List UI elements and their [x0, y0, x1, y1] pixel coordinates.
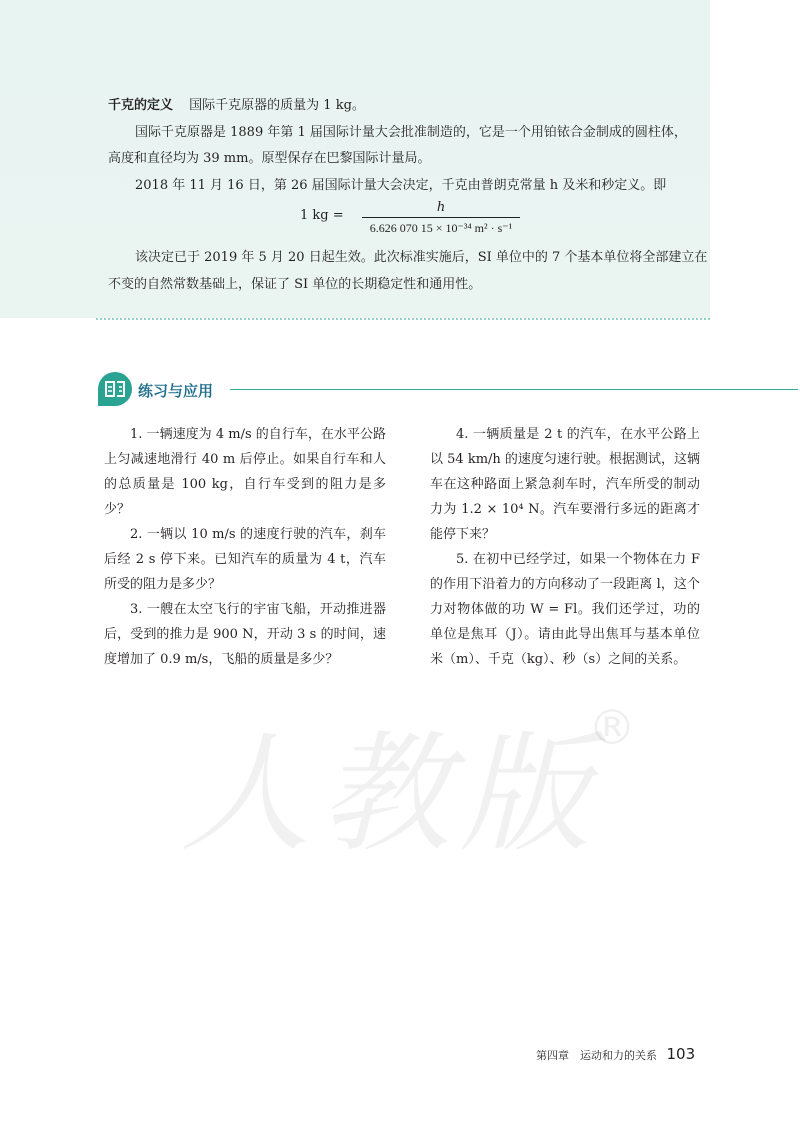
exercise-book-icon — [98, 372, 132, 406]
exercise-item: 2. 一辆以 10 m/s 的速度行驶的汽车，刹车后经 2 s 停下来。已知汽车的质量为 4 t，汽车所受的阻力是多少？ — [104, 527, 386, 592]
definition-para3-line2: 不变的自然常数基础上，保证了 SI 单位的长期稳定性和通用性。 — [108, 277, 482, 292]
exercise-column-left — [104, 422, 386, 672]
exercise-item: 5. 在初中已经学过，如果一个物体在力 F 的作用下沿着力的方向移动了一段距离 l，这个力对物体做的功 W = Fl。我们还学过，功的单位是焦耳（J）。请由此导出焦耳与基本单位米（m）、千克（kg）、秒（s）之间的关系。 — [430, 552, 700, 667]
definition-para2: 2018 年 11 月 16 日，第 26 届国际计量大会决定，千克由普朗克常量 h 及米和秒定义。即 — [135, 178, 667, 193]
exercise-section-header — [98, 372, 798, 408]
formula-fraction — [362, 200, 520, 236]
definition-para1-line1: 国际千克原器是 1889 年第 1 届国际计量大会批准制造的，它是一个用铂铱合金制成的圆柱体， — [135, 125, 687, 140]
publisher-watermark: 人教版 — [180, 718, 601, 870]
definition-box-rule — [96, 318, 710, 320]
exercise-item: 4. 一辆质量是 2 t 的汽车，在水平公路上以 54 km/h 的速度匀速行驶。根据测试，这辆车在这种路面上紧急刹车时，汽车所受的制动力为 1.2 × 10⁴ N。汽车要滑行多远的距离才能停下来？ — [430, 427, 700, 542]
registered-mark: ® — [588, 700, 636, 756]
section-rule — [230, 389, 798, 390]
exercise-column-right — [430, 422, 700, 672]
exercise-item: 1. 一辆速度为 4 m/s 的自行车，在水平公路上匀减速地滑行 40 m 后停止。如果自行车和人的总质量是 100 kg，自行车受到的阻力是多少？ — [104, 427, 386, 517]
definition-para1-line2: 高度和直径均为 39 mm。原型保存在巴黎国际计量局。 — [108, 151, 431, 166]
page-footer — [536, 1045, 695, 1063]
formula-numerator: h — [436, 200, 446, 215]
exercise-item: 3. 一艘在太空飞行的宇宙飞船，开动推进器后，受到的推力是 900 N，开动 3 s 的时间，速度增加了 0.9 m/s，飞船的质量是多少？ — [104, 602, 386, 667]
fraction-bar — [362, 217, 520, 218]
definition-para3-line1: 该决定已于 2019 年 5 月 20 日起生效。此次标准实施后，SI 单位中的 7 个基本单位将全部建立在 — [135, 250, 708, 265]
formula-denominator: 6.626 070 15 × 10⁻³⁴ m² · s⁻¹ — [369, 221, 513, 235]
definition-title-line — [108, 96, 365, 116]
exercise-book-glyph — [104, 379, 126, 399]
section-title: 练习与应用 — [138, 382, 214, 400]
chapter-title: 第四章 运动和力的关系 — [536, 1049, 657, 1062]
definition-title: 千克的定义 — [108, 98, 174, 113]
formula-lhs: 1 kg = — [300, 208, 344, 223]
page-number: 103 — [666, 1045, 696, 1063]
definition-title-rest: 国际千克原器的质量为 1 kg。 — [189, 98, 365, 113]
